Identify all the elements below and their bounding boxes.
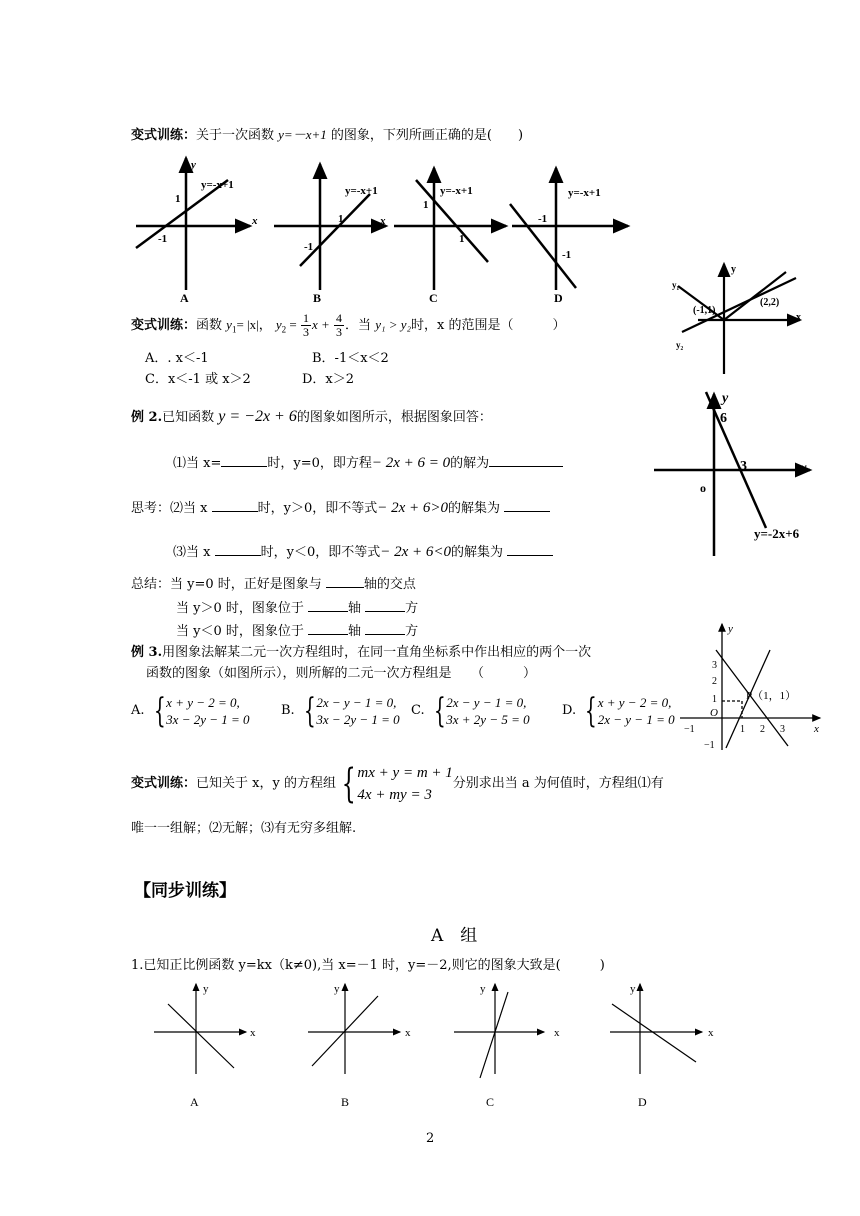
variant1-function: y=－x+1 bbox=[278, 127, 327, 142]
svg-text:-1: -1 bbox=[158, 233, 168, 245]
variant1-graph-b-eq: y=-x+1 bbox=[345, 185, 378, 197]
svg-text:x: x bbox=[252, 215, 258, 227]
group-heading: A 组 bbox=[431, 926, 478, 946]
svg-text:x: x bbox=[405, 1027, 411, 1039]
variant1-graph-d-letter: D bbox=[554, 291, 563, 305]
example3-line2: 函数的图象（如图所示），则所解的二元一次方程组是 （ ） bbox=[146, 666, 537, 681]
variant2-question: 变式训练：函数 $y_1= |x|$， $y_2$ = $\frac{1}{3}$ x + $\frac{4}{3}$ ．当 y₁ > y₂时，x 的范围是（ ） bbox=[131, 311, 566, 339]
svg-text:-1: -1 bbox=[304, 241, 314, 253]
svg-text:x: x bbox=[708, 1027, 714, 1039]
variant3-question: 变式训练： 已知关于 x，y 的方程组 { mx + y = m + 1 4x + my = 3 分别求出当 a 为何值时，方程组⑴有 bbox=[131, 761, 664, 807]
example2-graph bbox=[650, 388, 820, 560]
svg-text:x: x bbox=[796, 312, 801, 323]
example3-option-d: D. { x + y − 2 = 0, 2x − y − 1 = 0 bbox=[562, 691, 675, 731]
q1-blank-solution[interactable] bbox=[489, 452, 563, 467]
sync-graph-b bbox=[308, 984, 400, 1074]
example3-graph bbox=[676, 620, 826, 752]
page-number: 2 bbox=[426, 1131, 435, 1146]
svg-text:o: o bbox=[700, 481, 706, 495]
svg-text:y: y bbox=[722, 391, 729, 406]
svg-text:B: B bbox=[341, 1095, 350, 1109]
variant1-label: 变式训练： bbox=[131, 128, 197, 143]
example3-point-p: P（1，1） bbox=[746, 690, 797, 702]
svg-text:C: C bbox=[486, 1095, 495, 1109]
example2-question: 例 2.已知函数 y = −2x + 6的图象如图所示，根据图象回答： bbox=[131, 408, 492, 425]
variant2-y2-label: y₂ bbox=[676, 340, 684, 350]
q2-blank-solution[interactable] bbox=[504, 497, 550, 512]
q3-blank-solution[interactable] bbox=[507, 541, 553, 556]
svg-text:2: 2 bbox=[712, 676, 717, 687]
variant2-option-d: D．x＞2 bbox=[302, 372, 355, 387]
svg-text:(-1,1): (-1,1) bbox=[693, 305, 716, 316]
variant1-graphs bbox=[128, 150, 638, 310]
variant1-graph-a-eq: y=-x+1 bbox=[201, 179, 234, 191]
svg-text:y: y bbox=[728, 623, 733, 635]
svg-text:1: 1 bbox=[423, 199, 429, 211]
svg-text:1: 1 bbox=[459, 233, 465, 245]
variant2-y1-label: y₁ bbox=[672, 280, 680, 290]
svg-text:x: x bbox=[814, 723, 819, 735]
svg-text:y: y bbox=[191, 159, 196, 171]
summary-line2: 当 y＞0 时，图象位于 轴 方 bbox=[176, 597, 418, 618]
svg-text:1: 1 bbox=[175, 193, 181, 205]
variant1-graph-a bbox=[136, 158, 250, 290]
sync-graph-c bbox=[454, 984, 544, 1078]
q2-blank-x[interactable] bbox=[212, 497, 258, 512]
svg-text:O: O bbox=[710, 707, 718, 719]
svg-text:2: 2 bbox=[760, 724, 765, 735]
summary-line1: 总结：当 y=0 时，正好是图象与 轴的交点 bbox=[131, 573, 416, 594]
example2-q2: 思考：⑵当 x 时，y＞0，即不等式− 2x + 6>0的解集为 bbox=[131, 497, 550, 519]
variant3-line2: 唯一一组解；⑵无解；⑶有无穷多组解. bbox=[131, 821, 357, 836]
svg-text:x: x bbox=[800, 461, 807, 476]
svg-text:y: y bbox=[731, 264, 736, 275]
svg-text:D: D bbox=[638, 1095, 647, 1109]
sync-graph-d bbox=[610, 984, 702, 1074]
svg-text:-1: -1 bbox=[538, 213, 548, 225]
svg-text:x: x bbox=[554, 1027, 560, 1039]
sync-q1: 1.已知正比例函数 y=kx（k≠0),当 x=－1 时，y=－2,则它的图象大致是( ) bbox=[131, 958, 605, 973]
sync-graphs bbox=[150, 978, 730, 1114]
example2-graph-eq: y=-2x+6 bbox=[754, 526, 800, 541]
summary-line3: 当 y＜0 时，图象位于 轴 方 bbox=[176, 620, 418, 641]
svg-text:A: A bbox=[190, 1095, 199, 1109]
svg-text:3: 3 bbox=[740, 459, 747, 474]
svg-text:y: y bbox=[480, 983, 486, 995]
svg-text:y: y bbox=[334, 983, 340, 995]
svg-text:1: 1 bbox=[740, 724, 745, 735]
svg-text:(2,2): (2,2) bbox=[760, 297, 780, 308]
variant1-graph-b bbox=[274, 164, 386, 290]
q3-blank-x[interactable] bbox=[215, 541, 261, 556]
sync-heading: 【同步训练】 bbox=[134, 881, 236, 901]
svg-text:−1: −1 bbox=[684, 724, 695, 735]
example3-line1: 例 3.用图象法解某二元一次方程组时，在同一直角坐标系中作出相应的两个一次 bbox=[131, 645, 592, 660]
variant1-graph-a-letter: A bbox=[180, 291, 189, 305]
svg-text:-1: -1 bbox=[562, 249, 572, 261]
example3-option-c: C. { 2x − y − 1 = 0, 3x + 2y − 5 = 0 bbox=[411, 691, 530, 731]
example3-option-b: B. { 2x − y − 1 = 0, 3x − 2y − 1 = 0 bbox=[281, 691, 400, 731]
svg-text:3: 3 bbox=[780, 724, 785, 735]
variant2-option-c: C．x＜-1 或 x＞2 bbox=[145, 372, 251, 387]
variant2-option-a: A．. x＜-1 bbox=[145, 351, 209, 366]
variant1-graph-d-eq: y=-x+1 bbox=[568, 187, 601, 199]
variant1-question: 变式训练：关于一次函数 y=－x+1 的图象，下列所画正确的是( ) bbox=[131, 127, 524, 143]
svg-text:x: x bbox=[250, 1027, 256, 1039]
svg-text:x: x bbox=[380, 215, 386, 227]
svg-text:y: y bbox=[630, 983, 636, 995]
svg-text:−1: −1 bbox=[704, 740, 715, 751]
variant1-graph-b-letter: B bbox=[313, 291, 322, 305]
variant2-option-b: B．-1＜x＜2 bbox=[312, 351, 389, 366]
q1-blank-x[interactable] bbox=[221, 452, 267, 467]
svg-text:1: 1 bbox=[338, 213, 344, 225]
svg-text:3: 3 bbox=[712, 660, 717, 671]
variant1-graph-c-letter: C bbox=[429, 291, 438, 305]
variant2-graph bbox=[668, 258, 808, 378]
svg-text:y: y bbox=[203, 983, 209, 995]
svg-text:1: 1 bbox=[712, 694, 717, 705]
sync-graph-a bbox=[154, 984, 246, 1074]
example3-option-a: A. { x + y − 2 = 0, 3x − 2y − 1 = 0 bbox=[131, 691, 250, 731]
svg-text:6: 6 bbox=[720, 411, 727, 426]
example2-q1: ⑴当 x= 时，y=0，即方程− 2x + 6 = 0的解为 bbox=[173, 452, 563, 474]
variant1-graph-c-eq: y=-x+1 bbox=[440, 185, 473, 197]
example2-q3: ⑶当 x 时，y＜0，即不等式− 2x + 6<0的解集为 bbox=[173, 541, 553, 563]
